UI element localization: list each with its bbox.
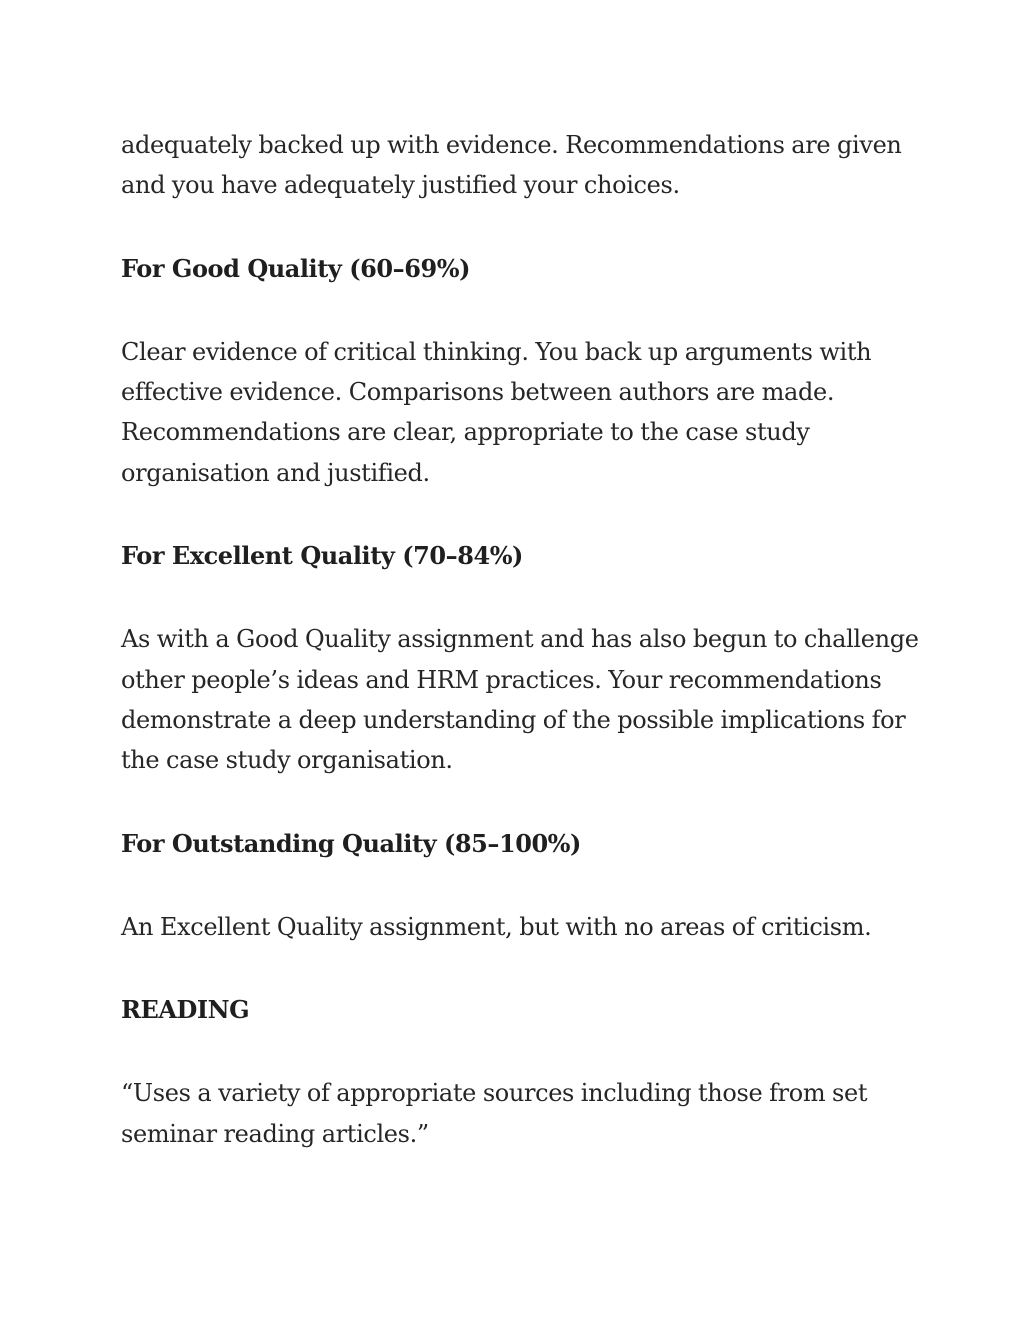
- heading-good-quality: For Good Quality (60–69%): [121, 253, 470, 283]
- spacer: [121, 947, 921, 990]
- heading-reading: READING: [121, 995, 250, 1025]
- spacer: [121, 493, 921, 536]
- spacer: [121, 576, 921, 619]
- spacer: [121, 781, 921, 824]
- paragraph-reading-quote: “Uses a variety of appropriate sources including those from set seminar reading articles.”: [121, 1079, 868, 1148]
- paragraph-excellent-quality: As with a Good Quality assignment and has also begun to challenge other people’s ideas and HRM practices. Your recommendations demonstrate a deep understanding of the possible implications for the case study organisation.: [121, 625, 919, 775]
- document-page: [121, 125, 921, 1154]
- spacer: [121, 864, 921, 907]
- paragraph-evidence-recommendations: adequately backed up with evidence. Recommendations are given and you have adequately justified your choices.: [121, 131, 902, 200]
- spacer: [121, 1030, 921, 1073]
- heading-outstanding-quality: For Outstanding Quality (85–100%): [121, 828, 581, 858]
- paragraph-good-quality: Clear evidence of critical thinking. You back up arguments with effective evidence. Comparisons between authors are made. Recommendations are clear, appropriate to the case study organisation and justified.: [121, 337, 872, 487]
- paragraph-outstanding-quality: An Excellent Quality assignment, but with no areas of criticism.: [121, 912, 872, 941]
- spacer: [121, 206, 921, 249]
- spacer: [121, 289, 921, 332]
- heading-excellent-quality: For Excellent Quality (70–84%): [121, 541, 523, 571]
